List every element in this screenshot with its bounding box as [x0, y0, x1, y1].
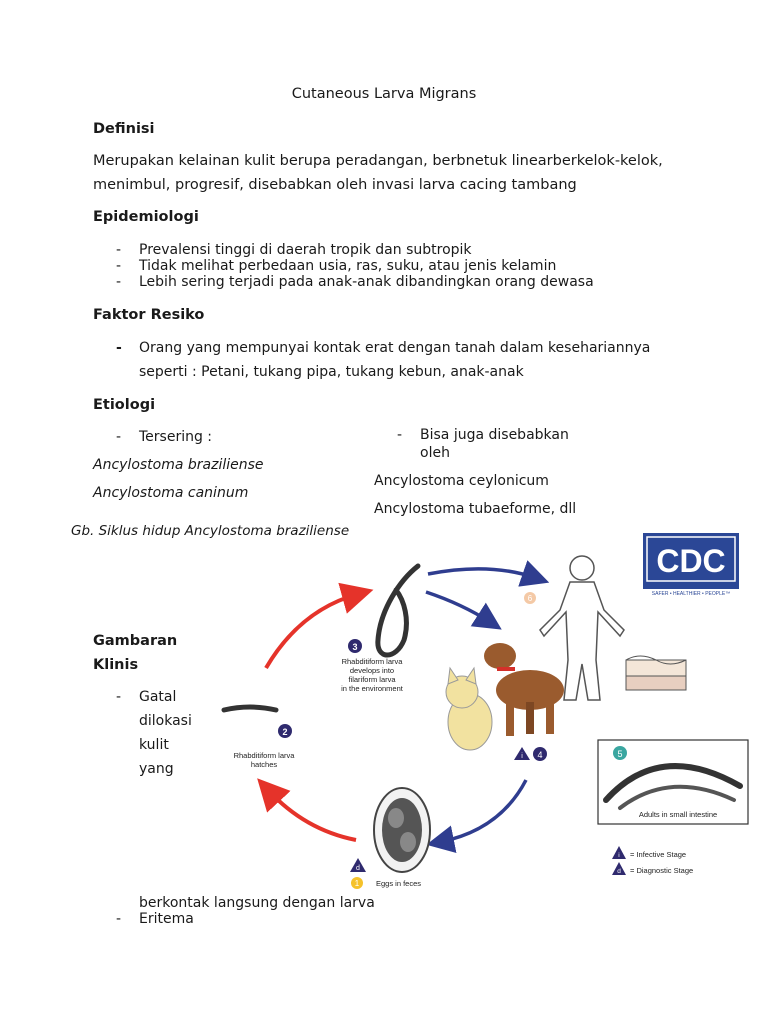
svg-text:4: 4 — [537, 750, 543, 760]
gambaran-word-kulit: kulit — [139, 737, 169, 753]
svg-text:hatches: hatches — [250, 760, 278, 769]
gambaran-heading-line1: Gambaran — [93, 633, 178, 649]
gambaran-word-dilokasi: dilokasi — [139, 713, 192, 729]
list-dash: - — [116, 258, 122, 274]
eggs-label: Eggs in feces — [376, 879, 422, 888]
epidemiologi-item: Tidak melihat perbedaan usia, ras, suku, atau jenis kelamin — [139, 258, 557, 274]
definisi-text-line1: Merupakan kelainan kulit berupa peradangan, berbnetuk linearberkelok-kelok, — [93, 153, 663, 169]
arrow-eggs-to-2 — [268, 790, 356, 840]
gambaran-word-gatal: Gatal — [139, 689, 177, 705]
gambaran-heading-line2: Klinis — [93, 657, 139, 673]
list-dash: - — [116, 340, 122, 356]
legend-diagnostic: = Diagnostic Stage — [630, 866, 694, 875]
definisi-text-line2: menimbul, progresif, disebabkan oleh invasi larva cacing tambang — [93, 177, 577, 193]
list-dash: - — [116, 689, 122, 705]
faktor-heading: Faktor Resiko — [93, 307, 205, 323]
svg-text:5: 5 — [617, 749, 623, 759]
svg-text:6: 6 — [527, 594, 533, 603]
etiologi-right-bullet-line1: Bisa juga disebabkan — [420, 427, 569, 443]
svg-text:filariform larva: filariform larva — [348, 675, 396, 684]
definisi-heading: Definisi — [93, 121, 155, 137]
cat-host-icon — [446, 668, 492, 750]
svg-text:d: d — [356, 865, 360, 872]
rhabditiform-larva-icon — [224, 707, 276, 710]
svg-text:develops into: develops into — [349, 666, 395, 675]
species-braziliense: Ancylostoma braziliense — [93, 457, 264, 473]
adults-label: Adults in small intestine — [638, 810, 718, 819]
filariform-larva-icon — [378, 566, 418, 655]
arrow-3-to-dog — [426, 592, 490, 622]
faktor-text-line1: Orang yang mempunyai kontak erat dengan tanah dalam kesehariannya — [139, 340, 651, 356]
stage2-label: Rhabditiform larva — [233, 751, 295, 760]
list-dash: - — [116, 429, 122, 445]
list-dash: - — [116, 911, 122, 927]
etiologi-left-bullet: Tersering : — [139, 429, 213, 445]
svg-text:in the environment: in the environment — [341, 684, 403, 693]
skin-section-icon — [626, 656, 686, 690]
svg-text:i: i — [618, 852, 620, 859]
species-tubaeforme: Ancylostoma tubaeforme, dll — [374, 501, 577, 517]
species-ceylonicum: Ancylostoma ceylonicum — [374, 473, 549, 489]
svg-text:CDC: CDC — [656, 543, 726, 579]
svg-text:i: i — [521, 753, 523, 760]
species-caninum: Ancylostoma caninum — [93, 485, 249, 501]
list-dash: - — [116, 242, 122, 258]
gambaran-word-yang: yang — [139, 761, 174, 777]
arrow-3-to-human — [428, 569, 536, 578]
epidemiologi-heading: Epidemiologi — [93, 209, 199, 225]
svg-text:3: 3 — [352, 642, 358, 652]
svg-text:2: 2 — [282, 727, 288, 737]
epidemiologi-item: Lebih sering terjadi pada anak-anak dibandingkan orang dewasa — [139, 274, 594, 290]
faktor-text-line2: seperti : Petani, tukang pipa, tukang kebun, anak-anak — [139, 364, 524, 380]
epidemiologi-item: Prevalensi tinggi di daerah tropik dan subtropik — [139, 242, 472, 258]
cdc-tagline: SAFER • HEALTHIER • PEOPLE™ — [651, 591, 731, 597]
figure-caption: Gb. Siklus hidup Ancylostoma braziliense — [71, 523, 350, 539]
arrow-dog-to-eggs — [440, 780, 526, 842]
gambaran-continuation: berkontak langsung dengan larva — [139, 895, 375, 911]
svg-text:1: 1 — [354, 879, 360, 888]
etiologi-heading: Etiologi — [93, 397, 156, 413]
document-title: Cutaneous Larva Migrans — [291, 86, 477, 102]
svg-text:d: d — [617, 868, 621, 875]
list-dash: - — [116, 274, 122, 290]
stage3-label: Rhabditiform larva — [341, 657, 403, 666]
list-dash: - — [397, 427, 403, 443]
gambaran-eritema: Eritema — [139, 911, 194, 927]
legend-infective: = Infective Stage — [630, 850, 687, 859]
etiologi-right-bullet-line2: oleh — [420, 445, 450, 461]
dog-host-icon — [484, 643, 564, 736]
